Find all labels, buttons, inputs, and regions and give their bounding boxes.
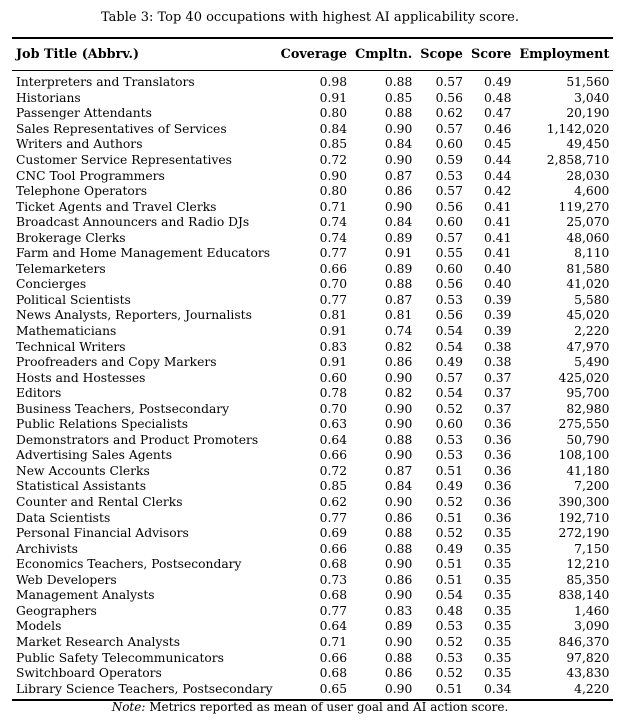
coverage-cell: 0.90 — [319, 168, 348, 183]
scope-cell: 0.59 — [435, 153, 463, 167]
scope-cell: 0.60 — [435, 261, 463, 276]
coverage-cell: 0.70 — [319, 401, 348, 416]
coverage-cell: 0.77 — [319, 246, 348, 261]
score-cell: 0.36 — [484, 510, 512, 525]
completion-cell: 0.87 — [384, 463, 413, 478]
coverage-cell: 0.81 — [319, 308, 348, 323]
scope-cell: 0.55 — [435, 246, 463, 261]
scope-cell: 0.52 — [435, 634, 463, 649]
scope-cell: 0.54 — [435, 324, 463, 339]
table-row — [12, 510, 613, 526]
completion-cell: 0.86 — [384, 572, 413, 587]
employment-cell: 272,190 — [558, 526, 610, 541]
table-row — [12, 573, 613, 589]
scope-cell: 0.57 — [435, 75, 463, 90]
scope-cell: 0.53 — [435, 292, 463, 307]
job-title-cell: News Analysts, Reporters, Journalists — [16, 308, 252, 323]
score-cell: 0.41 — [484, 246, 512, 261]
table-row — [12, 557, 613, 573]
score-cell: 0.35 — [484, 634, 512, 649]
employment-cell: 85,350 — [566, 572, 610, 587]
scope-cell: 0.57 — [435, 230, 463, 245]
scope-cell: 0.49 — [435, 479, 463, 494]
table-row — [12, 91, 613, 107]
coverage-cell: 0.74 — [319, 215, 348, 230]
job-title-cell: Switchboard Operators — [16, 666, 162, 681]
employment-cell: 41,020 — [566, 277, 610, 292]
table-row — [12, 433, 613, 449]
table-row — [12, 370, 613, 386]
score-cell: 0.42 — [484, 184, 512, 199]
coverage-cell: 0.78 — [319, 386, 348, 401]
completion-cell: 0.91 — [384, 246, 413, 261]
coverage-cell: 0.66 — [319, 541, 348, 556]
header-score: Score — [467, 38, 515, 71]
score-cell: 0.36 — [484, 432, 512, 447]
job-title-cell: Technical Writers — [16, 339, 126, 354]
completion-cell: 0.89 — [384, 619, 413, 634]
completion-cell: 0.81 — [384, 308, 413, 323]
table-row — [12, 122, 613, 138]
job-title-cell: Broadcast Announcers and Radio DJs — [16, 215, 250, 230]
score-cell: 0.41 — [484, 199, 512, 214]
scope-cell: 0.53 — [435, 168, 463, 183]
table-row — [12, 199, 613, 215]
score-cell: 0.48 — [484, 90, 512, 105]
coverage-cell: 0.66 — [319, 261, 348, 276]
coverage-cell: 0.84 — [319, 121, 348, 136]
coverage-cell: 0.77 — [319, 292, 348, 307]
job-title-cell: Management Analysts — [16, 588, 155, 603]
scope-cell: 0.60 — [435, 137, 463, 152]
scope-cell: 0.53 — [435, 448, 463, 463]
scope-cell: 0.56 — [435, 90, 463, 105]
completion-cell: 0.90 — [384, 401, 413, 416]
scope-cell: 0.53 — [435, 650, 463, 665]
table-row — [12, 495, 613, 511]
employment-cell: 7,200 — [574, 479, 610, 494]
scope-cell: 0.60 — [435, 215, 463, 230]
score-cell: 0.38 — [484, 339, 512, 354]
employment-cell: 2,858,710 — [546, 153, 610, 167]
job-title-cell: Public Safety Telecommunicators — [16, 650, 224, 665]
completion-cell: 0.87 — [384, 168, 413, 183]
table-row — [12, 526, 613, 542]
table-row — [12, 401, 613, 417]
employment-cell: 97,820 — [566, 650, 610, 665]
employment-cell: 1,142,020 — [546, 121, 610, 136]
job-title-cell: Editors — [16, 386, 62, 401]
completion-cell: 0.82 — [384, 386, 413, 401]
score-cell: 0.37 — [484, 386, 512, 401]
score-cell: 0.35 — [484, 650, 512, 665]
coverage-cell: 0.71 — [319, 199, 348, 214]
table-row — [12, 650, 613, 666]
completion-cell: 0.90 — [384, 448, 413, 463]
table-caption: Table 3: Top 40 occupations with highest AI applicability score. — [100, 10, 519, 25]
coverage-cell: 0.71 — [319, 634, 348, 649]
job-title-cell: Customer Service Representatives — [16, 153, 232, 167]
scope-cell: 0.49 — [435, 541, 463, 556]
employment-cell: 95,700 — [566, 386, 610, 401]
coverage-cell: 0.68 — [319, 557, 348, 572]
scope-cell: 0.57 — [435, 370, 463, 385]
job-title-cell: Demonstrators and Product Promoters — [16, 432, 259, 447]
score-cell: 0.35 — [484, 572, 512, 587]
score-cell: 0.41 — [484, 230, 512, 245]
score-cell: 0.39 — [484, 324, 512, 339]
scope-cell: 0.57 — [435, 121, 463, 136]
employment-cell: 838,140 — [558, 588, 610, 603]
scope-cell: 0.52 — [435, 666, 463, 681]
completion-cell: 0.84 — [384, 215, 413, 230]
completion-cell: 0.90 — [384, 557, 413, 572]
employment-cell: 43,830 — [566, 666, 610, 681]
job-title-cell: New Accounts Clerks — [16, 463, 150, 478]
coverage-cell: 0.74 — [319, 230, 348, 245]
scope-cell: 0.54 — [435, 588, 463, 603]
job-title-cell: Telephone Operators — [16, 184, 148, 199]
table-row — [12, 386, 613, 402]
score-cell: 0.39 — [484, 308, 512, 323]
employment-cell: 28,030 — [566, 168, 610, 183]
coverage-cell: 0.66 — [319, 448, 348, 463]
employment-cell: 25,070 — [566, 215, 610, 230]
score-cell: 0.40 — [484, 277, 512, 292]
score-cell: 0.35 — [484, 588, 512, 603]
scope-cell: 0.62 — [435, 106, 463, 121]
coverage-cell: 0.77 — [319, 510, 348, 525]
completion-cell: 0.89 — [384, 261, 413, 276]
completion-cell: 0.90 — [384, 199, 413, 214]
employment-cell: 846,370 — [558, 634, 610, 649]
job-title-cell: Brokerage Clerks — [16, 230, 126, 245]
completion-cell: 0.90 — [384, 153, 413, 167]
header-scope: Scope — [416, 38, 467, 71]
employment-cell: 51,560 — [566, 75, 610, 90]
score-cell: 0.38 — [484, 355, 512, 370]
score-cell: 0.46 — [484, 121, 512, 136]
score-cell: 0.35 — [484, 603, 512, 618]
score-cell: 0.37 — [484, 370, 512, 385]
employment-cell: 12,210 — [566, 557, 610, 572]
table-body — [12, 71, 613, 700]
employment-cell: 4,220 — [515, 681, 613, 700]
completion-cell: 0.90 — [384, 417, 413, 432]
coverage-cell: 0.85 — [319, 137, 348, 152]
table-row — [12, 184, 613, 200]
job-title-cell: Concierges — [16, 277, 87, 292]
score-cell: 0.41 — [484, 215, 512, 230]
employment-cell: 5,490 — [574, 355, 610, 370]
score-cell: 0.35 — [484, 541, 512, 556]
employment-cell: 108,100 — [558, 448, 610, 463]
completion-cell: 0.88 — [384, 75, 413, 90]
score-cell: 0.35 — [484, 619, 512, 634]
score-cell: 0.39 — [484, 292, 512, 307]
scope-cell: 0.53 — [435, 619, 463, 634]
coverage-cell: 0.91 — [319, 324, 348, 339]
note-label: Note: — [111, 700, 146, 714]
job-title-cell: Geographers — [16, 603, 97, 618]
job-title-cell: Interpreters and Translators — [16, 75, 195, 90]
scope-cell: 0.51 — [435, 463, 463, 478]
scope-cell: 0.52 — [435, 526, 463, 541]
score-cell: 0.44 — [484, 153, 512, 167]
coverage-cell: 0.80 — [319, 184, 348, 199]
coverage-cell: 0.98 — [319, 75, 348, 90]
table-row — [12, 215, 613, 231]
employment-cell: 3,090 — [574, 619, 610, 634]
score-cell: 0.40 — [484, 261, 512, 276]
scope-cell: 0.57 — [435, 184, 463, 199]
completion-cell: 0.87 — [384, 292, 413, 307]
header-job-title: Job Title (Abbrv.) — [12, 38, 277, 71]
coverage-cell: 0.64 — [319, 619, 348, 634]
completion-cell: 0.88 — [384, 432, 413, 447]
completion-cell: 0.90 — [384, 495, 413, 510]
table-row — [12, 308, 613, 324]
coverage-cell: 0.72 — [319, 463, 348, 478]
employment-cell: 82,980 — [566, 401, 610, 416]
employment-cell: 3,040 — [574, 90, 610, 105]
table-row — [12, 355, 613, 371]
table-row — [12, 230, 613, 246]
table-row — [12, 588, 613, 604]
scope-cell: 0.56 — [435, 277, 463, 292]
table-row — [12, 619, 613, 635]
table-header — [12, 38, 613, 71]
scope-cell: 0.49 — [435, 355, 463, 370]
job-title-cell: Economics Teachers, Postsecondary — [16, 557, 242, 572]
table-row — [12, 479, 613, 495]
table-row — [12, 106, 613, 122]
employment-cell: 50,790 — [566, 432, 610, 447]
employment-cell: 45,020 — [566, 308, 610, 323]
completion-cell: 0.83 — [384, 603, 413, 618]
score-cell: 0.45 — [484, 137, 512, 152]
job-title-cell: Proofreaders and Copy Markers — [16, 355, 217, 370]
scope-cell: 0.52 — [435, 401, 463, 416]
score-cell: 0.36 — [484, 479, 512, 494]
employment-cell: 20,190 — [566, 106, 610, 121]
table-row — [12, 681, 613, 700]
score-cell: 0.36 — [484, 448, 512, 463]
job-title-cell: Passenger Attendants — [16, 106, 152, 121]
employment-cell: 47,970 — [566, 339, 610, 354]
score-cell: 0.35 — [484, 526, 512, 541]
table-note — [0, 700, 620, 714]
header-employment: Employment — [515, 38, 613, 71]
completion-cell: 0.88 — [384, 106, 413, 121]
score-cell: 0.35 — [484, 666, 512, 681]
completion-cell: 0.85 — [384, 90, 413, 105]
employment-cell: 275,550 — [558, 417, 610, 432]
employment-cell: 48,060 — [566, 230, 610, 245]
score-cell: 0.44 — [484, 168, 512, 183]
table-row — [12, 635, 613, 651]
coverage-cell: 0.80 — [319, 106, 348, 121]
completion-cell: 0.89 — [384, 230, 413, 245]
completion-cell: 0.90 — [384, 370, 413, 385]
employment-cell: 4,600 — [574, 184, 610, 199]
occupations-table — [12, 37, 613, 701]
job-title-cell: Archivists — [16, 541, 78, 556]
employment-cell: 81,580 — [566, 261, 610, 276]
table-row — [12, 71, 613, 91]
employment-cell: 1,460 — [574, 603, 610, 618]
scope-cell: 0.48 — [435, 603, 463, 618]
job-title-cell: Telemarketers — [16, 261, 106, 276]
table-row — [12, 262, 613, 278]
table-row — [12, 277, 613, 293]
job-title-cell: Writers and Authors — [16, 137, 143, 152]
employment-cell: 41,180 — [566, 463, 610, 478]
coverage-cell: 0.91 — [319, 355, 348, 370]
employment-cell: 8,110 — [574, 246, 610, 261]
job-title-cell: Public Relations Specialists — [16, 417, 189, 432]
table-row — [12, 153, 613, 169]
coverage-cell: 0.91 — [319, 90, 348, 105]
job-title-cell: Advertising Sales Agents — [16, 448, 173, 463]
job-title-cell: Business Teachers, Postsecondary — [16, 401, 230, 416]
job-title-cell: Hosts and Hostesses — [16, 370, 146, 385]
coverage-cell: 0.85 — [319, 479, 348, 494]
score-cell: 0.34 — [467, 681, 515, 700]
table-row — [12, 246, 613, 262]
table-row — [12, 168, 613, 184]
scope-cell: 0.51 — [435, 572, 463, 587]
score-cell: 0.49 — [484, 75, 512, 90]
coverage-cell: 0.64 — [319, 432, 348, 447]
completion-cell: 0.74 — [384, 324, 413, 339]
table-row — [12, 666, 613, 682]
table-row — [12, 541, 613, 557]
coverage-cell: 0.72 — [319, 153, 348, 167]
scope-cell: 0.54 — [435, 339, 463, 354]
job-title-cell: Mathematicians — [16, 324, 117, 339]
coverage-cell: 0.77 — [319, 603, 348, 618]
table-row — [12, 293, 613, 309]
employment-cell: 7,150 — [574, 541, 610, 556]
job-title-cell: Historians — [16, 90, 81, 105]
scope-cell: 0.51 — [435, 557, 463, 572]
scope-cell: 0.56 — [435, 199, 463, 214]
job-title-cell: Political Scientists — [16, 292, 131, 307]
employment-cell: 425,020 — [558, 370, 610, 385]
job-title-cell: Statistical Assistants — [16, 479, 147, 494]
table-row — [12, 417, 613, 433]
job-title-cell: Models — [16, 619, 62, 634]
completion-cell: 0.90 — [384, 588, 413, 603]
scope-cell: 0.56 — [435, 308, 463, 323]
table-row — [12, 604, 613, 620]
score-cell: 0.37 — [484, 401, 512, 416]
scope-cell: 0.51 — [416, 681, 467, 700]
coverage-cell: 0.63 — [319, 417, 348, 432]
completion-cell: 0.88 — [384, 650, 413, 665]
scope-cell: 0.54 — [435, 386, 463, 401]
coverage-cell: 0.62 — [319, 495, 348, 510]
score-cell: 0.36 — [484, 417, 512, 432]
table-row — [12, 464, 613, 480]
employment-cell: 390,300 — [558, 495, 610, 510]
scope-cell: 0.60 — [435, 417, 463, 432]
score-cell: 0.36 — [484, 463, 512, 478]
coverage-cell: 0.73 — [319, 572, 348, 587]
employment-cell: 2,220 — [574, 324, 610, 339]
job-title-cell: Farm and Home Management Educators — [16, 246, 271, 261]
completion-cell: 0.90 — [351, 681, 416, 700]
score-cell: 0.35 — [484, 557, 512, 572]
completion-cell: 0.88 — [384, 526, 413, 541]
completion-cell: 0.84 — [384, 137, 413, 152]
job-title-cell: Web Developers — [16, 572, 117, 587]
completion-cell: 0.88 — [384, 541, 413, 556]
completion-cell: 0.86 — [384, 666, 413, 681]
employment-cell: 5,580 — [574, 292, 610, 307]
job-title-cell: Counter and Rental Clerks — [16, 495, 183, 510]
employment-cell: 119,270 — [558, 199, 610, 214]
job-title-cell: CNC Tool Programmers — [16, 168, 165, 183]
job-title-cell: Data Scientists — [16, 510, 111, 525]
completion-cell: 0.86 — [384, 355, 413, 370]
scope-cell: 0.51 — [435, 510, 463, 525]
coverage-cell: 0.66 — [319, 650, 348, 665]
job-title-cell: Market Research Analysts — [16, 634, 181, 649]
coverage-cell: 0.60 — [319, 370, 348, 385]
score-cell: 0.36 — [484, 495, 512, 510]
coverage-cell: 0.70 — [319, 277, 348, 292]
note-text: Metrics reported as mean of user goal and AI action score. — [145, 700, 509, 714]
job-title-cell: Sales Representatives of Services — [16, 121, 227, 136]
completion-cell: 0.90 — [384, 121, 413, 136]
header-completion: Cmpltn. — [351, 38, 416, 71]
job-title-cell: Personal Financial Advisors — [16, 526, 189, 541]
header-coverage: Coverage — [277, 38, 351, 71]
employment-cell: 192,710 — [558, 510, 610, 525]
completion-cell: 0.86 — [384, 184, 413, 199]
job-title-cell: Ticket Agents and Travel Clerks — [16, 199, 217, 214]
completion-cell: 0.86 — [384, 510, 413, 525]
coverage-cell: 0.65 — [277, 681, 351, 700]
completion-cell: 0.90 — [384, 634, 413, 649]
table-row — [12, 324, 613, 340]
score-cell: 0.47 — [484, 106, 512, 121]
job-title-cell: Library Science Teachers, Postsecondary — [12, 681, 277, 700]
coverage-cell: 0.68 — [319, 588, 348, 603]
coverage-cell: 0.69 — [319, 526, 348, 541]
completion-cell: 0.88 — [384, 277, 413, 292]
scope-cell: 0.52 — [435, 495, 463, 510]
scope-cell: 0.53 — [435, 432, 463, 447]
coverage-cell: 0.68 — [319, 666, 348, 681]
table-row — [12, 137, 613, 153]
table-row — [12, 448, 613, 464]
completion-cell: 0.84 — [384, 479, 413, 494]
completion-cell: 0.82 — [384, 339, 413, 354]
coverage-cell: 0.83 — [319, 339, 348, 354]
employment-cell: 49,450 — [566, 137, 610, 152]
table-row — [12, 339, 613, 355]
header-row — [12, 38, 613, 71]
